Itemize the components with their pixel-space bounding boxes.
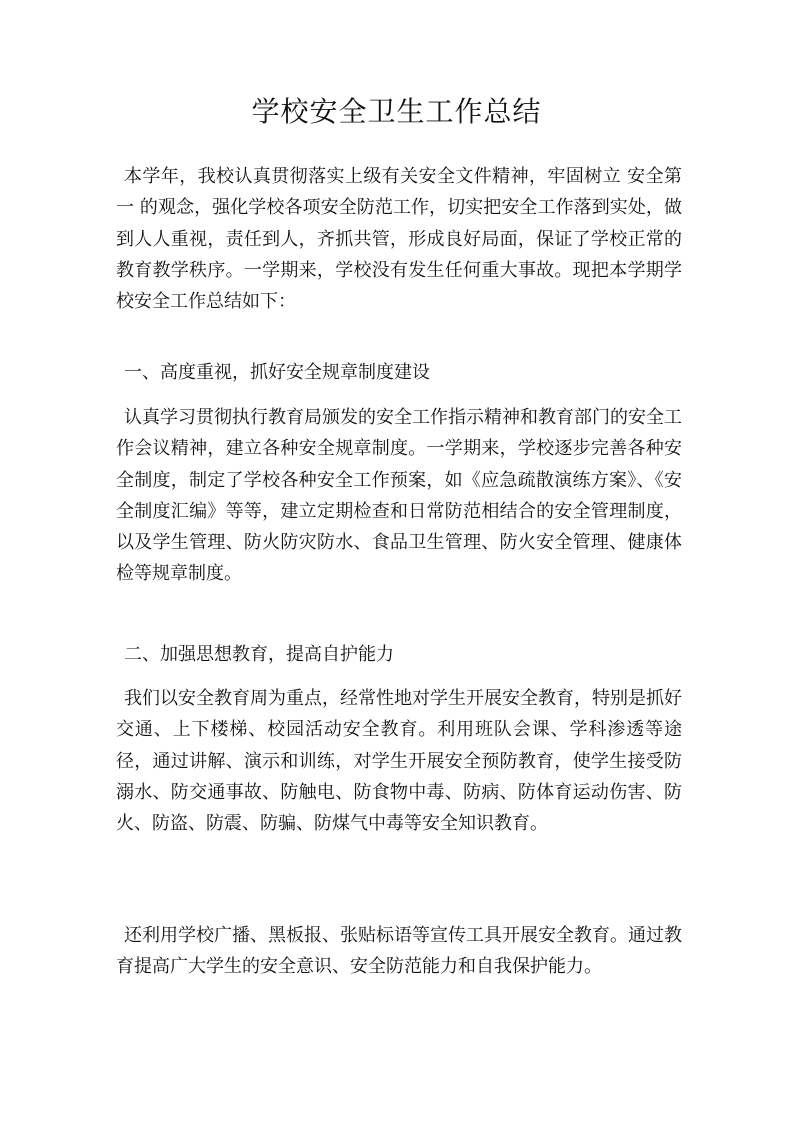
section-2-paragraph: 我们以安全教育周为重点，经常性地对学生开展安全教育，特别是抓好交通、上下楼梯、校园活动安全教育。利用班队会课、学科渗透等途径，通过讲解、演示和训练，对学生开展安全预防教育，使学生接受防溺水、防交通事故、防触电、防食物中毒、防病、防体育运动伤害、防火、防盗、防震、防骗、防煤气中毒等安全知识教育。 <box>116 688 682 835</box>
section-heading-1: 一、高度重视，抓好安全规章制度建设 <box>124 362 430 383</box>
intro-paragraph: 本学年，我校认真贯彻落实上级有关安全文件精神，牢固树立 安全第一 的观念，强化学校各项安全防范工作，切实把安全工作落到实处，做到人人重视，责任到人，齐抓共管，形成良好局面，保证了学校正常的教育教学秩序。一学期来，学校没有发生任何重大事故。现把本学期学校安全工作总结如下： <box>116 166 682 313</box>
document-title: 学校安全卫生工作总结 <box>251 95 542 128</box>
section-2-paragraph-2: 还利用学校广播、黑板报、张贴标语等宣传工具开展安全教育。通过教育提高广大学生的安全意识、安全防范能力和自我保护能力。 <box>116 925 682 978</box>
section-heading-2: 二、加强思想教育，提高自护能力 <box>124 644 394 665</box>
section-1-paragraph: 认真学习贯彻执行教育局颁发的安全工作指示精神和教育部门的安全工作会议精神，建立各种安全规章制度。一学期来，学校逐步完善各种安全制度，制定了学校各种安全工作预案，如《应急疏散演练方案》、《安全制度汇编》等等，建立定期检查和日常防范相结合的安全管理制度，以及学生管理、防火防灾防水、食品卫生管理、防火安全管理、健康体检等规章制度。 <box>116 407 682 585</box>
